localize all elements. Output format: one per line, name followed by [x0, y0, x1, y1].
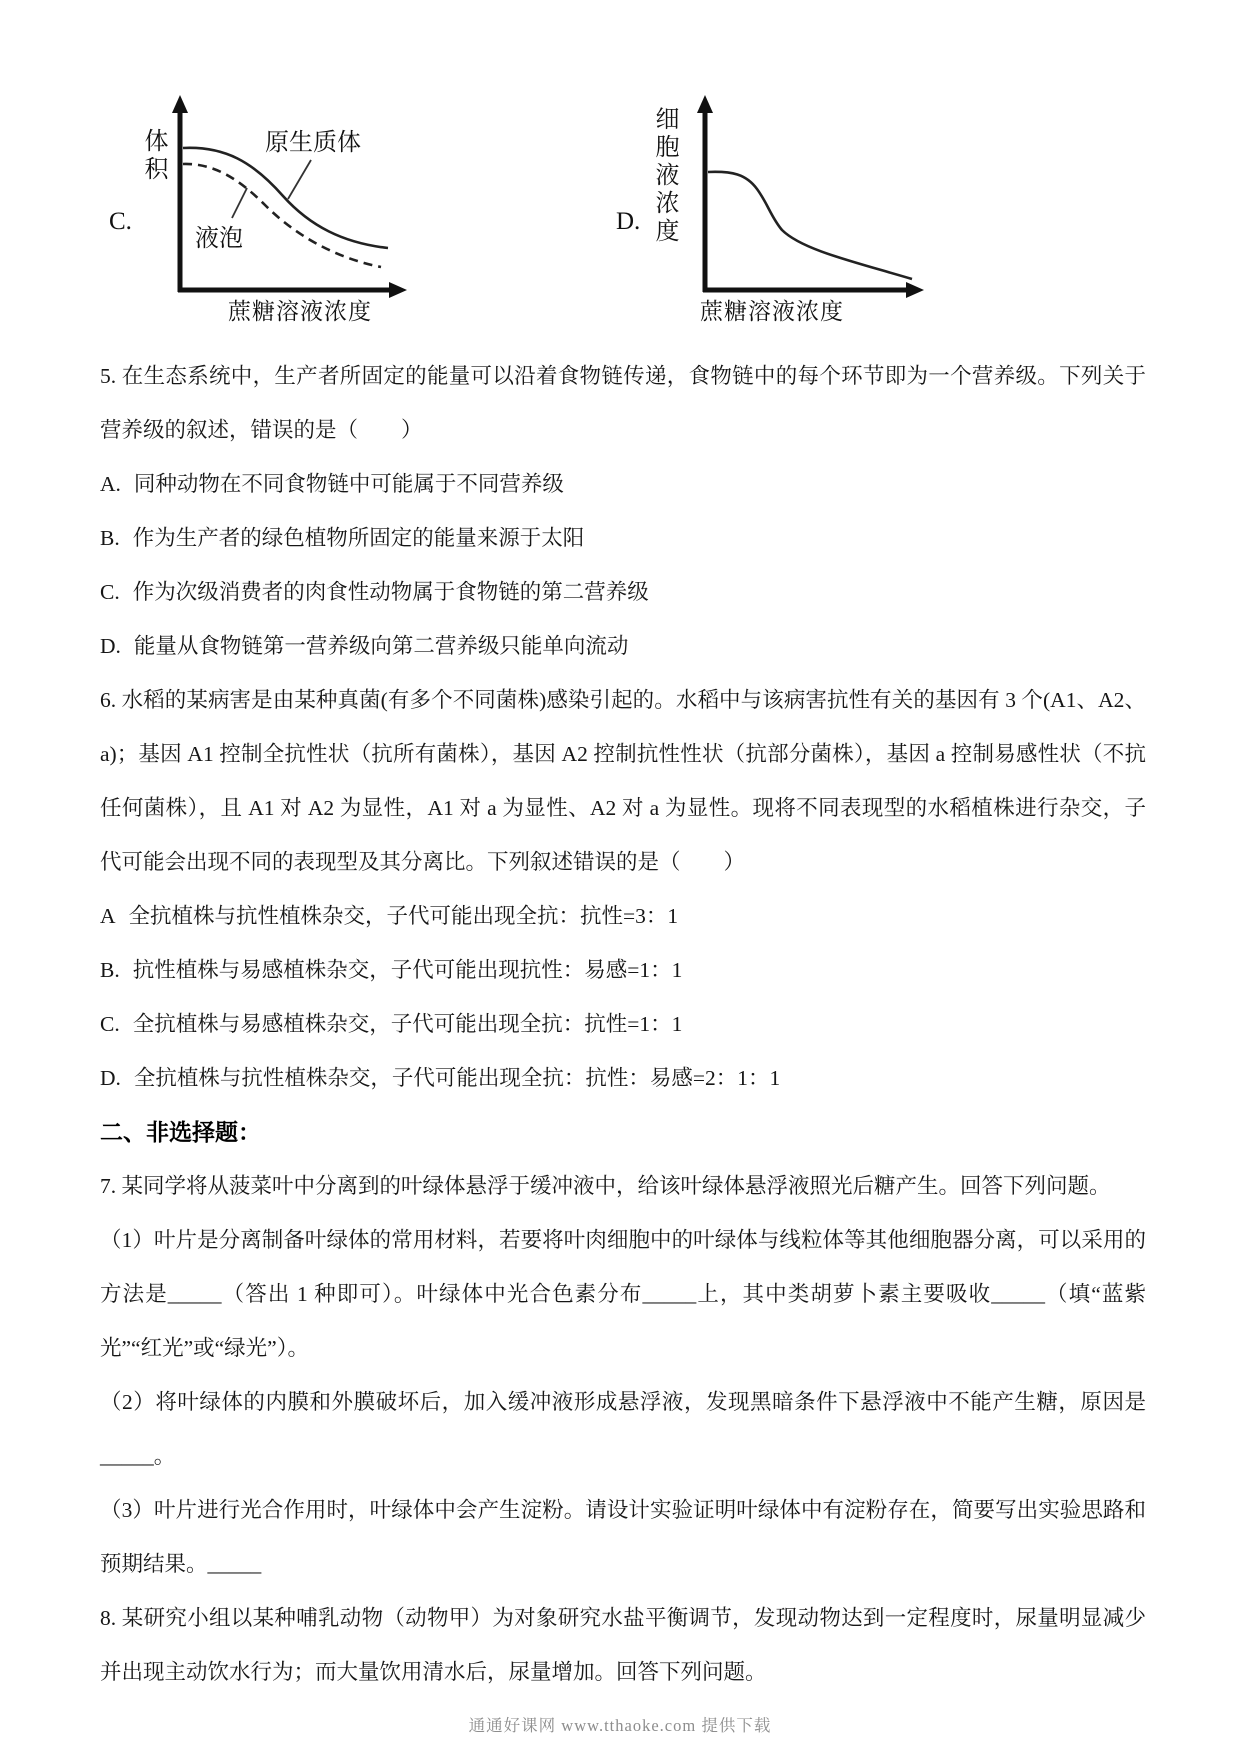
question-7-part-1: （1）叶片是分离制备叶绿体的常用材料，若要将叶肉细胞中的叶绿体与线粒体等其他细胞器分离，可以采用的方法是_____（答出 1 种即可）。叶绿体中光合色素分布_____上，其中类胡萝卜素主要吸收_____（填“蓝紫光”“红光”或“绿光”）。	[100, 1228, 1146, 1360]
figure-d-letter: D.	[616, 208, 641, 235]
option-letter: C.	[100, 580, 120, 604]
figure-row	[0, 90, 1240, 340]
page-footer: 通通好课网 www.tthaoke.com 提供下载	[468, 1716, 772, 1735]
question-5-option-d	[100, 619, 1146, 673]
option-letter: D.	[100, 634, 121, 658]
question-6-stem: 6. 水稻的某病害是由某种真菌(有多个不同菌株)感染引起的。水稻中与该病害抗性有关的基因有 3 个(A1、A2、a)；基因 A1 控制全抗性状（抗所有菌株），基因 A2 控制抗性性状（抗部分菌株），基因 a 控制易感性状（不抗任何菌株），且 A1 对 A2 为显性，A1 对 a 为显性、A2 对 a 为显性。现将不同表现型的水稻植株进行杂交，子代可能会出现不同的表现型及其分离比。下列叙述错误的是（ ）	[100, 688, 1146, 874]
figure-d-x-arrow-icon	[906, 282, 924, 298]
question-6-option-a	[100, 889, 1146, 943]
figure-c-y-arrow-icon	[172, 95, 188, 113]
question-5-option-b	[100, 511, 1146, 565]
question-5-option-c	[100, 565, 1146, 619]
option-letter: B.	[100, 958, 120, 982]
section-2-heading: 二、非选择题：	[100, 1119, 261, 1145]
option-text: 作为生产者的绿色植物所固定的能量来源于太阳	[132, 526, 585, 550]
question-8-stem: 8. 某研究小组以某种哺乳动物（动物甲）为对象研究水盐平衡调节，发现动物达到一定程度时，尿量明显减少并出现主动饮水行为；而大量饮用清水后，尿量增加。回答下列问题。	[100, 1606, 1146, 1684]
option-text: 抗性植株与易感植株杂交，子代可能出现抗性：易感=1：1	[132, 958, 683, 982]
figure-d-y-arrow-icon	[697, 95, 713, 113]
option-letter: B.	[100, 526, 120, 550]
question-5-option-a	[100, 457, 1146, 511]
option-text: 全抗植株与抗性植株杂交，子代可能出现全抗：抗性：易感=2：1：1	[133, 1066, 781, 1090]
figure-option-d	[550, 90, 980, 340]
option-letter: C.	[100, 1012, 120, 1036]
option-text: 能量从食物链第一营养级向第二营养级只能单向流动	[133, 634, 629, 658]
figure-d-cell-sap-curve	[708, 172, 912, 279]
figure-c-protoplast-label: 原生质体	[265, 130, 361, 156]
option-letter: D.	[100, 1066, 121, 1090]
question-7-part-2: （2）将叶绿体的内膜和外膜破坏后，加入缓冲液形成悬浮液，发现黑暗条件下悬浮液中不能产生糖，原因是_____。	[100, 1390, 1146, 1468]
option-text: 同种动物在不同食物链中可能属于不同营养级	[133, 472, 564, 496]
option-text: 全抗植株与易感植株杂交，子代可能出现全抗：抗性=1：1	[132, 1012, 683, 1036]
question-7-stem: 7. 某同学将从菠菜叶中分离到的叶绿体悬浮于缓冲液中，给该叶绿体悬浮液照光后糖产生。回答下列问题。	[100, 1174, 1111, 1198]
figure-d-y-axis-label: 细胞液浓度	[651, 106, 677, 246]
question-7-part-3: （3）叶片进行光合作用时，叶绿体中会产生淀粉。请设计实验证明叶绿体中有淀粉存在，简要写出实验思路和预期结果。_____	[100, 1498, 1146, 1576]
figure-c-x-axis-label: 蔗糖溶液浓度	[228, 299, 372, 324]
figure-c-letter: C.	[109, 208, 132, 235]
figure-d-x-axis-label: 蔗糖溶液浓度	[700, 299, 844, 324]
question-body	[100, 349, 1146, 1699]
option-text: 全抗植株与抗性植株杂交，子代可能出现全抗：抗性=3：1	[128, 904, 679, 928]
figure-c-y-axis-label: 体积	[140, 128, 166, 184]
option-letter: A.	[100, 472, 121, 496]
question-6-option-c	[100, 997, 1146, 1051]
figure-option-c	[95, 90, 525, 340]
question-5-stem: 5. 在生态系统中，生产者所固定的能量可以沿着食物链传递，食物链中的每个环节即为一个营养级。下列关于营养级的叙述，错误的是（ ）	[100, 364, 1146, 442]
question-6-option-b	[100, 943, 1146, 997]
option-letter: A	[100, 904, 116, 928]
figure-c-protoplast-leader-line	[288, 160, 311, 199]
question-6-option-d	[100, 1051, 1146, 1105]
option-text: 作为次级消费者的肉食性动物属于食物链的第二营养级	[132, 580, 649, 604]
figure-c-vacuole-label: 液泡	[195, 226, 243, 252]
figure-c-vacuole-leader-line	[232, 188, 247, 218]
